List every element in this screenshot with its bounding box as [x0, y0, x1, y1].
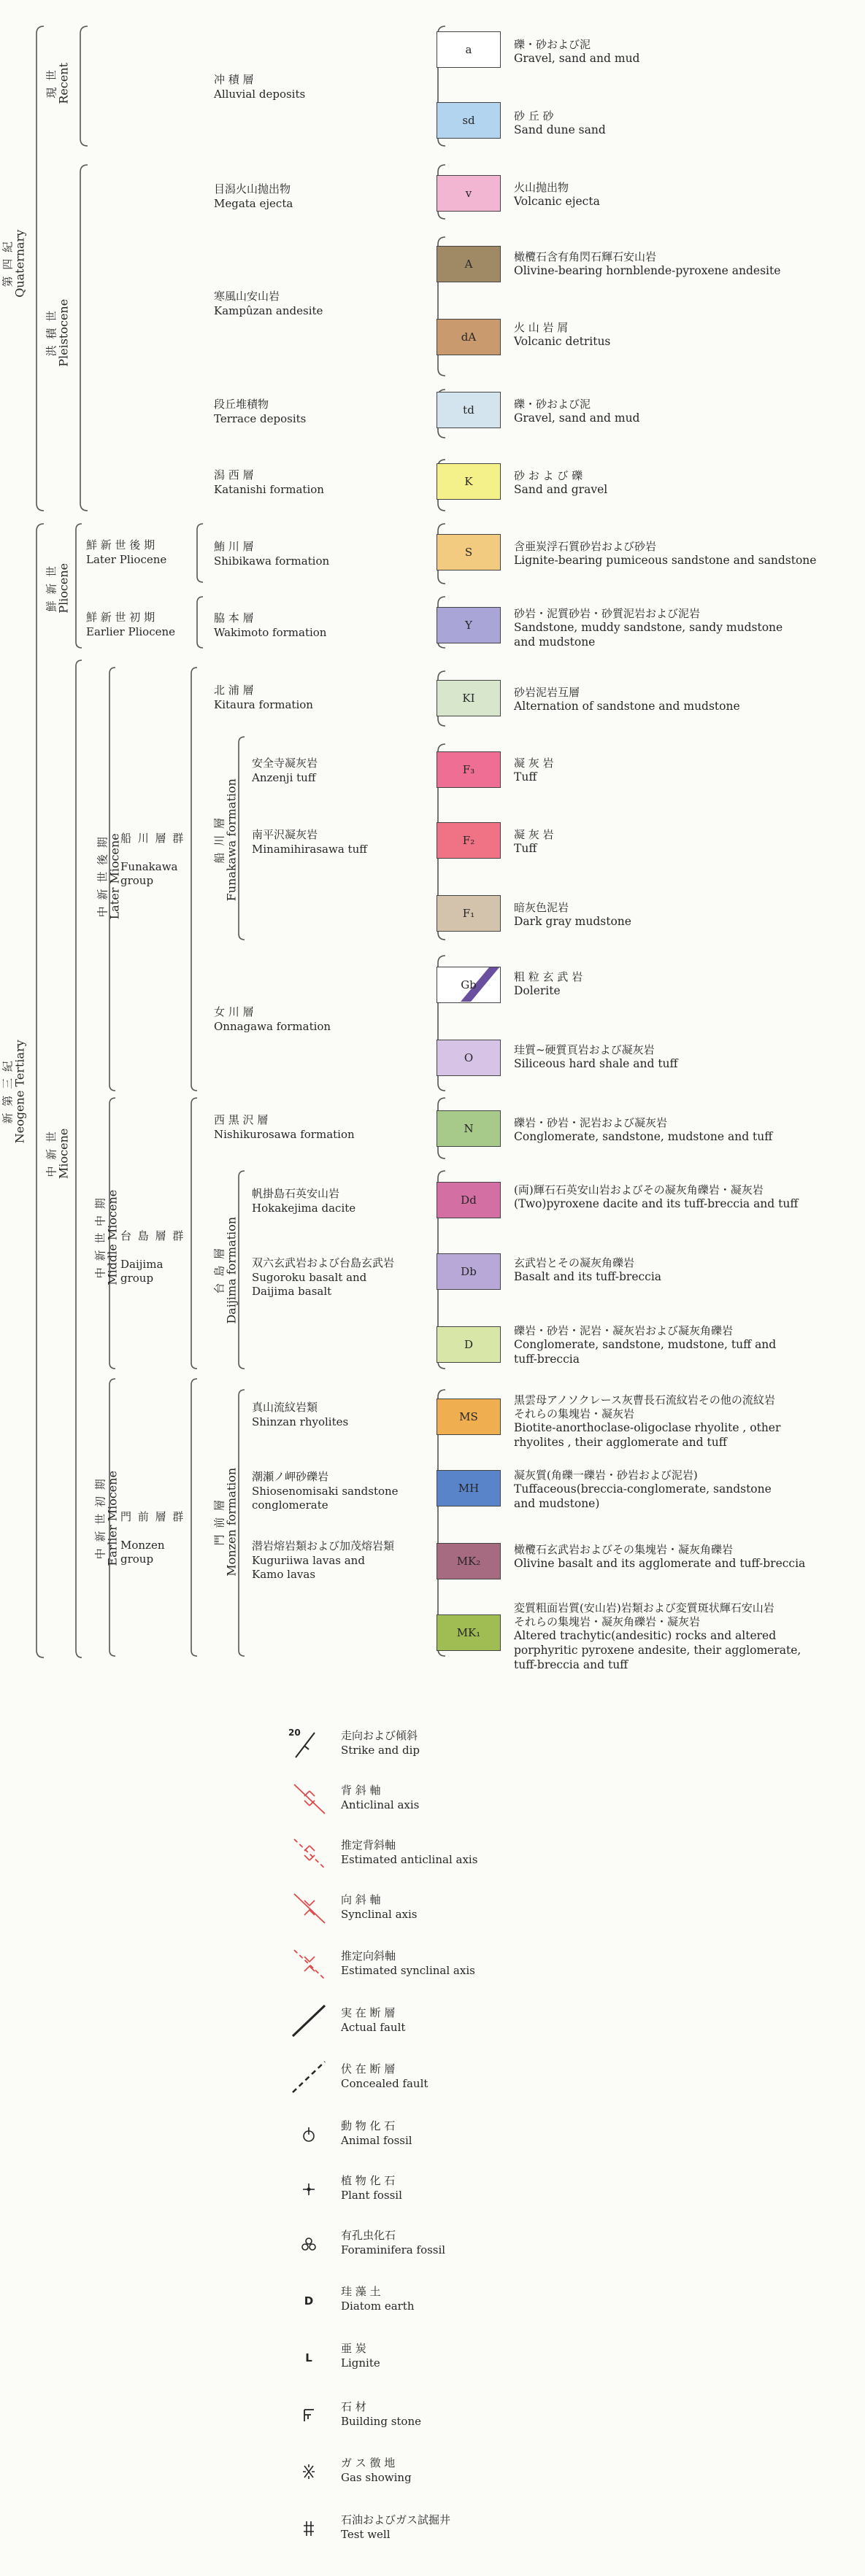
- unit-description-2: [514, 181, 857, 209]
- unit-swatch-9: [437, 680, 501, 716]
- unit-swatch-4: [437, 319, 501, 355]
- svg-text:L: L: [305, 2351, 312, 2364]
- member-minamihirasawa: 南平沢凝灰岩 Minamihirasawa tuff: [252, 828, 367, 856]
- unit-swatch-3: [437, 246, 501, 282]
- symbol-en: Building stone: [341, 2414, 422, 2428]
- symbol-jp: 背 斜 軸: [341, 1784, 381, 1797]
- unit-swatch-22: [437, 1614, 501, 1651]
- unit-swatch-2: [437, 175, 501, 212]
- unit-code: N: [464, 1122, 474, 1135]
- unit-en: Conglomerate, sandstone, mudstone, tuff and tuff-breccia: [514, 1338, 777, 1366]
- unit-code: v: [465, 187, 472, 200]
- unit-swatch-16: [437, 1182, 501, 1218]
- formation-katanishi: 潟 西 層 Katanishi formation: [214, 468, 324, 496]
- unit-description-12: [514, 901, 857, 929]
- unit-en: Altered trachytic(andesitic) rocks and altered porphyritic pyroxene andesite, their agglomerate, tuff-breccia and tuff: [514, 1629, 801, 1672]
- symbol-label-14: [341, 2513, 450, 2542]
- unit-en: Dark gray mudstone: [514, 915, 631, 929]
- unit-description-8: [514, 607, 857, 650]
- symbol-jp: 伏 在 断 層: [341, 2062, 396, 2076]
- period-quaternary: 第 四 紀 Quaternary: [1, 229, 27, 298]
- symbol-jp: 有孔虫化石: [341, 2229, 396, 2242]
- unit-description-5: [514, 398, 857, 426]
- symbol-label-5: [341, 2006, 405, 2035]
- unit-description-22: [514, 1601, 857, 1673]
- unit-jp: 含亜炭浮石質砂岩および砂岩: [514, 540, 657, 553]
- unit-description-15: [514, 1116, 857, 1145]
- unit-code: td: [463, 403, 474, 417]
- foraminifera-fossil-icon: [287, 2225, 331, 2262]
- unit-swatch-20: [437, 1470, 501, 1506]
- formation-wakimoto: 脇 本 層 Wakimoto formation: [214, 611, 327, 639]
- symbol-label-0: [341, 1729, 420, 1757]
- svg-text:20: 20: [288, 1728, 301, 1738]
- svg-text:D: D: [304, 2294, 314, 2308]
- member-kuguriiwa: 潜岩熔岩類および加茂熔岩類 Kuguriiwa lavas and Kamo lavas: [252, 1539, 395, 1581]
- unit-description-3: [514, 250, 857, 279]
- symbol-en: Estimated synclinal axis: [341, 1963, 475, 1977]
- unit-swatch-12: [437, 895, 501, 932]
- unit-code: a: [465, 43, 472, 56]
- symbol-jp: 石 材: [341, 2400, 366, 2413]
- unit-jp: 礫・砂および泥: [514, 38, 591, 51]
- unit-code: MK₁: [456, 1626, 481, 1639]
- unit-description-10: [514, 757, 857, 785]
- formation-terrace: 段丘堆積物 Terrace deposits: [214, 398, 307, 425]
- sub-epoch-earlier-pliocene: 鮮 新 世 初 期 Earlier Pliocene: [86, 611, 176, 638]
- unit-description-14: [514, 1043, 857, 1072]
- unit-swatch-21: [437, 1543, 501, 1579]
- group-funakawa: 船 川 層 群 Funakawa group: [120, 831, 185, 887]
- member-hokakejima: 帆掛島石英安山岩 Hokakejima dacite: [252, 1187, 356, 1215]
- concealed-fault-icon: [287, 2059, 331, 2095]
- unit-en: (Two)pyroxene dacite and its tuff-breccia and tuff: [514, 1197, 799, 1211]
- unit-code: D: [464, 1338, 474, 1351]
- unit-swatch-7: [437, 534, 501, 570]
- animal-fossil-icon: [287, 2116, 331, 2152]
- symbol-en: Strike and dip: [341, 1743, 420, 1757]
- stage-earlier-miocene: 中 新 世 初 期 Earlier Miocene: [93, 1470, 120, 1566]
- unit-swatch-11: [437, 822, 501, 859]
- symbol-jp: 動 物 化 石: [341, 2119, 396, 2132]
- epoch-miocene: 中 新 世 Miocene: [45, 1128, 71, 1179]
- epoch-pliocene: 鮮 新 世 Pliocene: [45, 562, 71, 614]
- unit-jp: 橄欖石玄武岩およびその集塊岩・凝灰角礫岩: [514, 1543, 734, 1556]
- unit-jp: 礫岩・砂岩・泥岩および凝灰岩: [514, 1116, 668, 1129]
- diatom-earth-icon: [287, 2281, 331, 2318]
- unit-jp: 火山抛出物: [514, 181, 569, 194]
- unit-en: Olivine-bearing hornblende-pyroxene andesite: [514, 264, 781, 278]
- unit-jp: 黒雲母アノソクレース灰曹長石流紋岩その他の流紋岩 それらの集塊岩・凝灰岩: [514, 1393, 775, 1421]
- unit-swatch-5: [437, 392, 501, 428]
- symbol-en: Actual fault: [341, 2020, 406, 2034]
- symbol-jp: 実 在 断 層: [341, 2006, 396, 2019]
- unit-code: Gb: [461, 978, 477, 991]
- unit-en: Gravel, sand and mud: [514, 52, 640, 66]
- symbol-jp: 推定向斜軸: [341, 1949, 396, 1962]
- unit-code: S: [464, 546, 473, 559]
- unit-jp: 砂 お よ び 礫: [514, 469, 583, 482]
- unit-jp: 珪質~硬質頁岩および凝灰岩: [514, 1043, 655, 1056]
- symbol-en: Estimated anticlinal axis: [341, 1852, 478, 1866]
- unit-en: Olivine basalt and its agglomerate and tuff-breccia: [514, 1557, 806, 1571]
- symbol-label-13: [341, 2456, 412, 2485]
- symbol-jp: 石油およびガス試掘井: [341, 2513, 451, 2526]
- epoch-recent: 現 世 Recent: [45, 62, 71, 104]
- unit-description-20: [514, 1469, 857, 1512]
- symbol-label-10: [341, 2285, 415, 2313]
- unit-en: Tuff: [514, 770, 537, 784]
- unit-swatch-13: [437, 967, 501, 1003]
- unit-en: Gravel, sand and mud: [514, 411, 640, 425]
- plant-fossil-icon: [287, 2170, 331, 2207]
- unit-description-4: [514, 321, 857, 349]
- symbol-label-4: [341, 1949, 475, 1978]
- unit-jp: 粗 粒 玄 武 岩: [514, 970, 583, 983]
- sub-epoch-later-pliocene: 鮮 新 世 後 期 Later Pliocene: [86, 538, 167, 566]
- symbol-jp: 亜 炭: [341, 2342, 366, 2355]
- symbol-label-9: [341, 2229, 445, 2257]
- unit-swatch-18: [437, 1326, 501, 1363]
- estimated-anticline-icon: [287, 1835, 331, 1871]
- lignite-icon: [287, 2338, 331, 2375]
- formation-alluvial: 冲 積 層 Alluvial deposits: [214, 73, 306, 101]
- anticline-icon: [287, 1780, 331, 1817]
- unit-description-11: [514, 828, 857, 856]
- unit-description-16: [514, 1183, 857, 1212]
- symbol-label-11: [341, 2342, 380, 2370]
- unit-code: sd: [462, 114, 475, 127]
- unit-jp: 凝 灰 岩: [514, 757, 554, 770]
- unit-en: Alternation of sandstone and mudstone: [514, 700, 740, 713]
- symbol-jp: 推定背斜軸: [341, 1838, 396, 1852]
- symbol-en: Test well: [341, 2527, 391, 2541]
- unit-code: Dd: [461, 1194, 477, 1207]
- unit-en: Tuff: [514, 842, 537, 856]
- unit-en: Sand and gravel: [514, 483, 608, 497]
- unit-jp: 砂岩・泥質砂岩・砂質泥岩および泥岩: [514, 607, 701, 620]
- unit-jp: 玄武岩とその凝灰角礫岩: [514, 1256, 635, 1269]
- unit-description-19: [514, 1393, 857, 1450]
- unit-en: Tuffaceous(breccia-conglomerate, sandstone and mudstone): [514, 1482, 772, 1511]
- unit-en: Dolerite: [514, 984, 561, 998]
- stage-middle-miocene: 中 新 世 中 期 Middle Miocene: [93, 1189, 120, 1285]
- unit-description-0: [514, 38, 857, 66]
- unit-en: Volcanic ejecta: [514, 195, 600, 209]
- unit-en: Sand dune sand: [514, 123, 606, 137]
- formation-monzen-vertical: 門 前 層 Monzen formation: [212, 1467, 239, 1577]
- unit-swatch-1: [437, 102, 501, 139]
- symbol-label-6: [341, 2062, 428, 2091]
- symbol-en: Lignite: [341, 2356, 380, 2370]
- symbol-label-2: [341, 1838, 477, 1867]
- unit-code: MK₂: [456, 1555, 481, 1568]
- symbol-label-7: [341, 2119, 412, 2148]
- symbol-jp: 走向および傾斜: [341, 1729, 418, 1742]
- group-monzen: 門 前 層 群 Monzen group: [120, 1509, 185, 1566]
- unit-swatch-10: [437, 751, 501, 788]
- epoch-pleistocene: 洪 積 世 Pleistocene: [45, 298, 71, 367]
- symbol-en: Animal fossil: [341, 2133, 412, 2147]
- member-shinzan: 真山流紋岩類 Shinzan rhyolites: [252, 1401, 349, 1428]
- unit-swatch-14: [437, 1040, 501, 1076]
- unit-swatch-6: [437, 463, 501, 500]
- unit-code: MS: [459, 1410, 478, 1423]
- unit-jp: 礫・砂および泥: [514, 398, 591, 411]
- symbol-jp: 植 物 化 石: [341, 2174, 396, 2187]
- fault-icon: [287, 2003, 331, 2039]
- unit-en: Siliceous hard shale and tuff: [514, 1057, 678, 1071]
- unit-swatch-19: [437, 1399, 501, 1435]
- unit-en: Volcanic detritus: [514, 335, 611, 349]
- symbol-en: Concealed fault: [341, 2076, 428, 2090]
- period-neogene-tertiary: 新 第 三 紀 Neogene Tertiary: [1, 1040, 27, 1144]
- symbol-label-1: [341, 1784, 419, 1812]
- unit-en: Sandstone, muddy sandstone, sandy mudstone and mudstone: [514, 621, 783, 649]
- unit-code: K: [464, 475, 473, 488]
- symbol-en: Synclinal axis: [341, 1907, 418, 1921]
- symbol-en: Diatom earth: [341, 2299, 415, 2313]
- member-anzenji: 安全寺凝灰岩 Anzenji tuff: [252, 757, 318, 784]
- unit-en: Lignite-bearing pumiceous sandstone and sandstone: [514, 554, 817, 568]
- unit-code: F₂: [462, 834, 475, 847]
- building-stone-icon: [287, 2397, 331, 2433]
- unit-description-18: [514, 1324, 857, 1367]
- unit-description-9: [514, 686, 857, 714]
- syncline-icon: [287, 1890, 331, 1926]
- formation-nishikurosawa: 西 黒 沢 層 Nishikurosawa formation: [214, 1113, 355, 1141]
- unit-code: F₃: [462, 763, 475, 776]
- unit-description-21: [514, 1543, 857, 1571]
- unit-en: Basalt and its tuff-breccia: [514, 1270, 662, 1284]
- unit-description-1: [514, 109, 857, 138]
- formation-funakawa-vertical: 船 川 層 Funakawa formation: [212, 778, 239, 902]
- unit-jp: 凝灰質(角礫一礫岩・砂岩および泥岩): [514, 1469, 698, 1482]
- symbol-jp: 向 斜 軸: [341, 1893, 381, 1906]
- unit-jp: (両)輝石石英安山岩およびその凝灰角礫岩・凝灰岩: [514, 1183, 764, 1196]
- unit-code: Db: [461, 1265, 477, 1278]
- unit-code: MH: [458, 1482, 480, 1495]
- group-daijima: 台 島 層 群 Daijima group: [120, 1229, 185, 1285]
- symbol-jp: 珪 藻 土: [341, 2285, 381, 2298]
- symbol-en: Plant fossil: [341, 2188, 402, 2202]
- unit-swatch-8: [437, 607, 501, 643]
- formation-daijima-vertical: 台 島 層 Daijima formation: [212, 1216, 239, 1324]
- unit-jp: 礫岩・砂岩・泥岩・凝灰岩および凝灰角礫岩: [514, 1324, 734, 1337]
- unit-jp: 砂岩泥岩互層: [514, 686, 580, 699]
- unit-jp: 火 山 岩 屑: [514, 321, 569, 334]
- unit-en: Conglomerate, sandstone, mudstone and tuff: [514, 1130, 773, 1144]
- unit-swatch-0: [437, 31, 501, 68]
- test-well-icon: [287, 2510, 331, 2546]
- formation-megata: 目潟火山抛出物 Megata ejecta: [214, 182, 293, 210]
- unit-code: KI: [462, 692, 475, 705]
- formation-kitaura: 北 浦 層 Kitaura formation: [214, 684, 313, 711]
- member-sugoroku: 双六玄武岩および台島玄武岩 Sugoroku basalt and Daijima basalt: [252, 1256, 395, 1298]
- formation-kampuzan: 寒風山安山岩 Kampûzan andesite: [214, 290, 323, 317]
- unit-code: O: [464, 1051, 474, 1064]
- unit-code: F₁: [462, 907, 475, 920]
- gas-showing-icon: [287, 2453, 331, 2489]
- strike-dip-icon: [287, 1725, 331, 1762]
- symbol-label-12: [341, 2400, 421, 2429]
- symbol-en: Gas showing: [341, 2470, 412, 2484]
- unit-description-17: [514, 1256, 857, 1285]
- symbol-jp: ガ ス 徴 地: [341, 2456, 396, 2469]
- unit-en: Biotite-anorthoclase-oligoclase rhyolite , other rhyolites , their agglomerate and tuff: [514, 1421, 781, 1450]
- symbol-label-3: [341, 1893, 417, 1922]
- unit-code: Y: [465, 619, 472, 632]
- unit-swatch-15: [437, 1110, 501, 1147]
- formation-onnagawa: 女 川 層 Onnagawa formation: [214, 1005, 331, 1033]
- unit-swatch-17: [437, 1253, 501, 1290]
- unit-description-7: [514, 540, 857, 568]
- estimated-syncline-icon: [287, 1946, 331, 1982]
- member-shiosenomisaki: 潮瀬ノ岬砂礫岩 Shiosenomisaki sandstone conglomerate: [252, 1470, 399, 1512]
- unit-jp: 変質粗面岩質(安山岩)岩類および変質斑状輝石安山岩 それらの集塊岩・凝灰角礫岩・凝灰岩: [514, 1601, 774, 1629]
- symbol-label-8: [341, 2174, 402, 2202]
- unit-description-13: [514, 970, 857, 999]
- symbol-en: Foraminifera fossil: [341, 2243, 446, 2256]
- unit-jp: 橄欖石含有角閃石輝石安山岩: [514, 250, 657, 263]
- unit-jp: 暗灰色泥岩: [514, 901, 569, 914]
- formation-shibikawa: 鮪 川 層 Shibikawa formation: [214, 540, 330, 568]
- unit-description-6: [514, 469, 857, 498]
- unit-jp: 砂 丘 砂: [514, 109, 554, 123]
- stage-later-miocene: 中 新 世 後 期 Later Miocene: [96, 833, 122, 920]
- unit-jp: 凝 灰 岩: [514, 828, 554, 841]
- unit-code: dA: [461, 330, 477, 344]
- unit-code: A: [464, 258, 473, 271]
- symbol-en: Anticlinal axis: [341, 1798, 420, 1811]
